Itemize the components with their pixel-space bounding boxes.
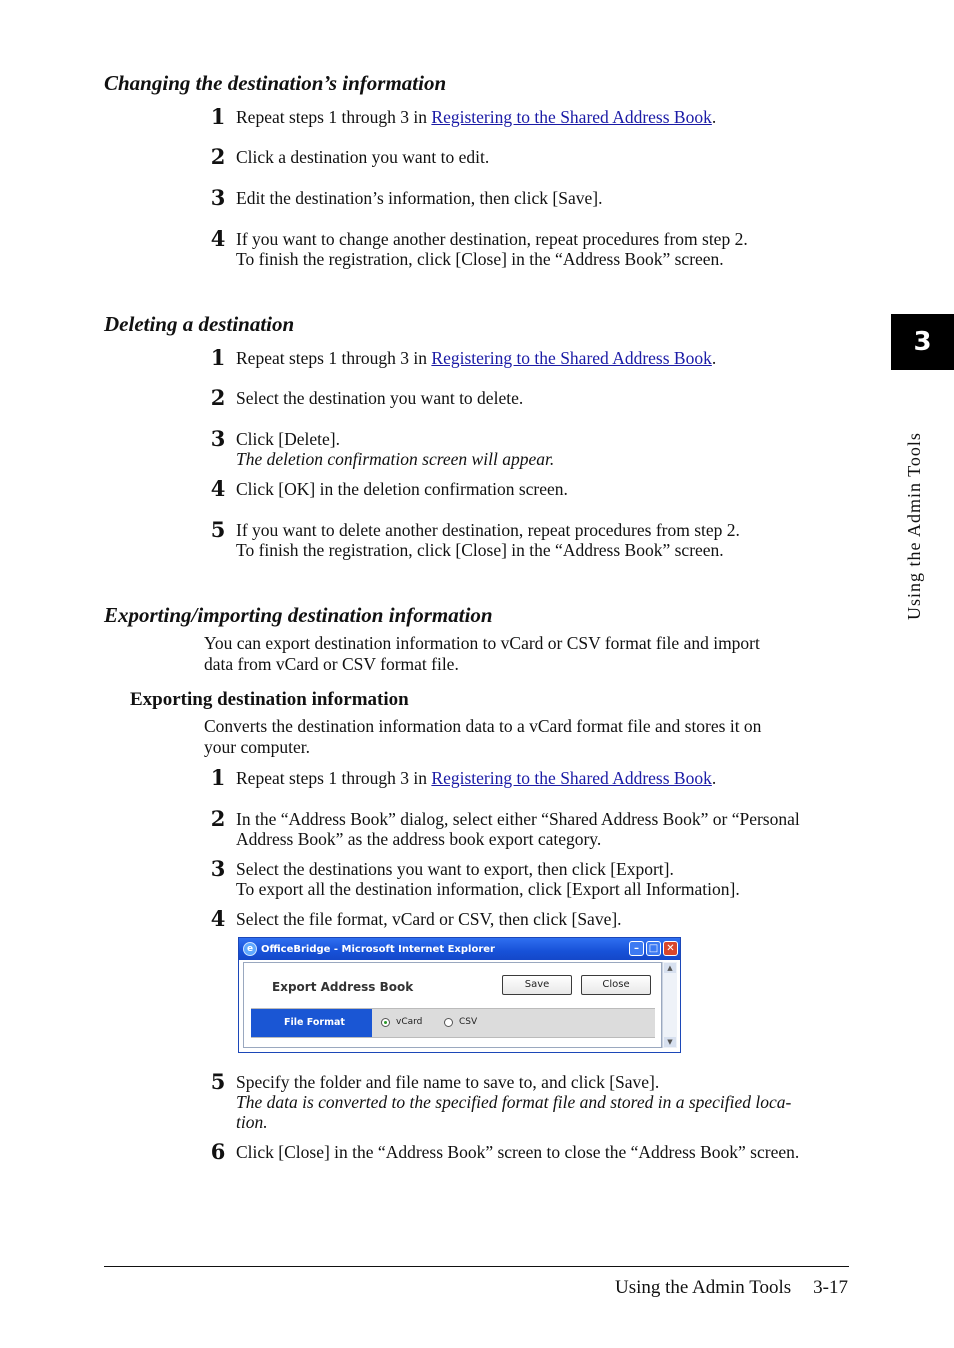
step-number: 3 (210, 185, 226, 210)
step-note-line2: tion. (236, 1112, 268, 1132)
step-text: Select the destination you want to delete. (236, 388, 524, 408)
section-heading-deleting: Deleting a destination (104, 312, 295, 336)
chapter-tab: 3 (891, 314, 954, 370)
sub-intro-line1: Converts the destination information data to a vCard format file and stores it on (204, 716, 762, 736)
step-text: Edit the destination’s information, then click [Save]. (236, 188, 603, 208)
step-text: Repeat steps 1 through 3 in (236, 107, 432, 127)
intro-line1: You can export destination information to vCard or CSV format file and import (204, 633, 760, 653)
step-number: 4 (210, 476, 226, 501)
subsection-heading-exporting: Exporting destination information (130, 689, 409, 710)
shared-address-book-link[interactable]: Registering to the Shared Address Book (431, 348, 712, 368)
step-text-end: . (711, 107, 717, 127)
footer-title: Using the Admin Tools (614, 1277, 792, 1298)
section-heading-exporting-importing: Exporting/importing destination information (104, 603, 493, 627)
shared-address-book-link[interactable]: Registering to the Shared Address Book (431, 768, 712, 788)
step-number: 3 (210, 856, 226, 881)
page-number: 3-17 (813, 1277, 848, 1298)
step-number: 1 (210, 104, 226, 129)
file-format-label: File Format (251, 1009, 372, 1037)
step-text-line2: Address Book” as the address book export category. (236, 829, 602, 849)
step-text-line2: To finish the registration, click [Close] in the “Address Book” screen. (236, 540, 724, 560)
export-address-book-window (238, 937, 681, 1053)
vertical-scrollbar[interactable] (662, 962, 677, 1048)
step-text: In the “Address Book” dialog, select either “Shared Address Book” or “Personal (236, 809, 800, 829)
window-title: OfficeBridge - Microsoft Internet Explorer (261, 943, 495, 955)
step-text: Specify the folder and file name to save to, and click [Save]. (236, 1072, 660, 1092)
scroll-up-icon[interactable]: ▲ (664, 963, 676, 973)
chapter-side-title: Using the Admin Tools (904, 432, 924, 620)
vcard-radio[interactable] (381, 1018, 390, 1027)
ie-icon: e (243, 942, 257, 956)
subsection-intro (204, 716, 844, 758)
step-number: 5 (210, 1069, 226, 1094)
window-titlebar (239, 938, 680, 960)
close-button[interactable]: Close (581, 975, 651, 995)
csv-radio[interactable] (444, 1018, 453, 1027)
sub-intro-line2: your computer. (204, 737, 310, 757)
step-text-line2: To finish the registration, click [Close] in the “Address Book” screen. (236, 249, 724, 269)
close-icon[interactable]: ✕ (663, 941, 678, 956)
step-text: Select the destinations you want to export, then click [Export]. (236, 859, 674, 879)
file-format-row (251, 1008, 655, 1038)
step-text: Click [Delete]. (236, 429, 340, 449)
step-text: Click [Close] in the “Address Book” screen to close the “Address Book” screen. (236, 1142, 800, 1162)
step-text-end: . (711, 768, 717, 788)
footer-divider (104, 1266, 849, 1267)
step-text: If you want to delete another destination, repeat procedures from step 2. (236, 520, 740, 540)
save-button[interactable]: Save (502, 975, 572, 995)
step-number: 4 (210, 226, 226, 251)
step-number: 1 (210, 765, 226, 790)
intro-line2: data from vCard or CSV format file. (204, 654, 459, 674)
step-number: 2 (210, 806, 226, 831)
section-heading-changing: Changing the destination’s information (104, 71, 447, 95)
step-text-end: . (711, 348, 717, 368)
step-note: The data is converted to the specified format file and stored in a specified loca- (236, 1092, 792, 1112)
section-intro (204, 633, 844, 675)
step-number: 2 (210, 144, 226, 169)
step-number: 5 (210, 517, 226, 542)
csv-option[interactable] (444, 1017, 477, 1027)
step-text: Click [OK] in the deletion confirmation screen. (236, 479, 568, 499)
step-text: Repeat steps 1 through 3 in (236, 768, 432, 788)
step-text: Click a destination you want to edit. (236, 147, 490, 167)
step-text: Select the file format, vCard or CSV, then click [Save]. (236, 909, 622, 929)
scroll-down-icon[interactable]: ▼ (664, 1037, 676, 1047)
step-text: If you want to change another destination, repeat procedures from step 2. (236, 229, 748, 249)
footer (615, 1277, 848, 1299)
csv-label: CSV (459, 1017, 478, 1027)
vcard-label: vCard (396, 1017, 423, 1027)
shared-address-book-link[interactable]: Registering to the Shared Address Book (431, 107, 712, 127)
vcard-option[interactable] (381, 1017, 422, 1027)
panel-title: Export Address Book (272, 980, 414, 994)
step-text-line2: To export all the destination information, click [Export all Information]. (236, 879, 740, 899)
step-number: 1 (210, 345, 226, 370)
step-number: 2 (210, 385, 226, 410)
step-number: 3 (210, 426, 226, 451)
step-number: 4 (210, 906, 226, 931)
minimize-icon[interactable]: – (629, 941, 644, 956)
maximize-icon[interactable]: □ (646, 941, 661, 956)
step-note: The deletion confirmation screen will appear. (236, 449, 555, 469)
step-text: Repeat steps 1 through 3 in (236, 348, 432, 368)
step-number: 6 (210, 1139, 226, 1164)
